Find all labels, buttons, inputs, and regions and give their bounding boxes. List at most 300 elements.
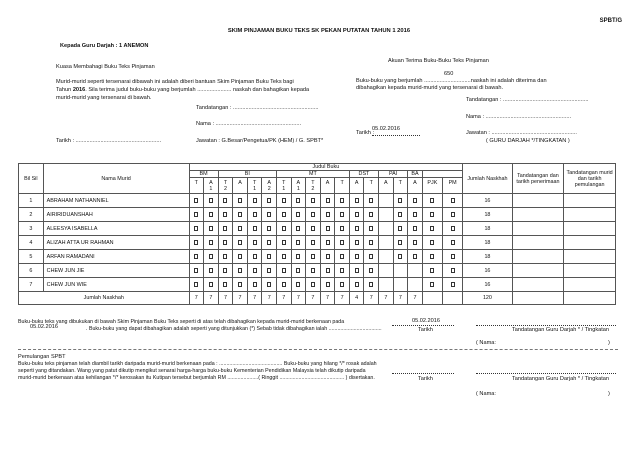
checkbox-icon[interactable] [398,212,402,217]
row-total: 18 [463,208,512,222]
book-checkbox-cell[interactable] [422,208,442,222]
book-checkbox-cell[interactable] [247,250,262,264]
book-checkbox-cell[interactable] [379,194,394,208]
checkbox-icon[interactable] [451,254,455,259]
book-checkbox-cell[interactable] [233,250,248,264]
table-row [19,264,616,278]
book-checkbox-cell[interactable] [306,264,321,278]
checkbox-icon[interactable] [355,198,359,203]
checkbox-icon[interactable] [451,198,455,203]
checkbox-icon[interactable] [369,226,373,231]
book-checkbox-cell[interactable] [204,278,219,292]
book-checkbox-cell[interactable] [364,236,379,250]
checkbox-icon[interactable] [326,212,330,217]
col-header-bil: Bil Sil [19,164,44,194]
checkbox-icon[interactable] [355,268,359,273]
row-sign-date[interactable] [512,264,564,278]
checkbox-icon[interactable] [451,240,455,245]
checkbox-icon[interactable] [238,254,242,259]
checkbox-icon[interactable] [398,254,402,259]
book-checkbox-cell[interactable] [320,250,335,264]
book-checkbox-cell[interactable] [291,236,306,250]
book-checkbox-cell[interactable] [204,264,219,278]
row-bil: 7 [19,278,44,292]
checkbox-icon[interactable] [413,240,417,245]
book-checkbox-cell[interactable] [422,236,442,250]
checkbox-icon[interactable] [340,282,344,287]
checkbox-icon[interactable] [223,268,227,273]
book-checkbox-cell[interactable] [276,222,291,236]
book-checkbox-cell[interactable] [349,264,364,278]
book-checkbox-cell[interactable] [291,194,306,208]
checkbox-icon[interactable] [340,198,344,203]
checkbox-icon[interactable] [296,212,300,217]
book-checkbox-cell[interactable] [262,236,277,250]
book-checkbox-cell[interactable] [291,250,306,264]
book-checkbox-cell[interactable] [349,208,364,222]
book-checkbox-cell[interactable] [262,250,277,264]
receipt-date-label: Tarikh : [356,130,375,136]
book-checkbox-cell[interactable] [422,222,442,236]
col-header-sign-return: Tandatangan murid dan tarikh pemulangan [564,164,616,194]
row-sign-return[interactable] [564,278,616,292]
checkbox-icon[interactable] [369,240,373,245]
book-checkbox-cell[interactable] [306,278,321,292]
book-checkbox-cell[interactable] [247,278,262,292]
return-date-b: 05.02.2016 [412,318,440,324]
footer-value: 7 [262,292,277,305]
book-checkbox-cell[interactable] [379,236,394,250]
book-checkbox-cell[interactable] [306,250,321,264]
book-checkbox-cell[interactable] [291,278,306,292]
checkbox-icon[interactable] [209,268,213,273]
book-checkbox-cell[interactable] [247,208,262,222]
checkbox-icon[interactable] [430,254,434,259]
subcol-header: T 1 [247,178,262,194]
book-checkbox-cell[interactable] [218,278,233,292]
book-checkbox-cell[interactable] [276,208,291,222]
book-checkbox-cell[interactable] [379,222,394,236]
checkbox-icon[interactable] [282,226,286,231]
checkbox-icon[interactable] [340,240,344,245]
book-checkbox-cell[interactable] [364,250,379,264]
row-sign-date[interactable] [512,278,564,292]
book-checkbox-cell[interactable] [218,264,233,278]
checkbox-icon[interactable] [296,282,300,287]
checkbox-icon[interactable] [311,198,315,203]
book-checkbox-cell[interactable] [335,236,350,250]
book-checkbox-cell[interactable] [233,278,248,292]
checkbox-icon[interactable] [238,226,242,231]
checkbox-icon[interactable] [223,212,227,217]
book-checkbox-cell[interactable] [422,264,442,278]
book-checkbox-cell[interactable] [306,208,321,222]
checkbox-icon[interactable] [267,254,271,259]
book-checkbox-cell[interactable] [320,194,335,208]
book-checkbox-cell[interactable] [442,236,462,250]
checkbox-icon[interactable] [451,268,455,273]
checkbox-icon[interactable] [282,268,286,273]
book-checkbox-cell[interactable] [247,194,262,208]
row-sign-return[interactable] [564,222,616,236]
book-checkbox-cell[interactable] [233,194,248,208]
book-checkbox-cell[interactable] [422,250,442,264]
row-total: 18 [463,236,512,250]
row-sign-return[interactable] [564,208,616,222]
book-checkbox-cell[interactable] [379,264,394,278]
checkbox-icon[interactable] [369,254,373,259]
book-checkbox-cell[interactable] [408,194,423,208]
row-sign-date[interactable] [512,236,564,250]
date-line: Tarikh : ....................................................... [56,138,162,144]
book-checkbox-cell[interactable] [442,278,462,292]
book-checkbox-cell[interactable] [276,236,291,250]
book-checkbox-cell[interactable] [291,222,306,236]
checkbox-icon[interactable] [311,240,315,245]
book-checkbox-cell[interactable] [393,264,408,278]
footer-value: 7 [204,292,219,305]
book-checkbox-cell[interactable] [233,236,248,250]
checkbox-icon[interactable] [326,268,330,273]
book-checkbox-cell[interactable] [442,208,462,222]
checkbox-icon[interactable] [194,212,198,217]
book-checkbox-cell[interactable] [306,222,321,236]
return-date-a: 05.02.2016 [30,324,58,330]
book-checkbox-cell[interactable] [442,250,462,264]
checkbox-icon[interactable] [326,198,330,203]
book-checkbox-cell[interactable] [262,278,277,292]
checkbox-icon[interactable] [451,226,455,231]
book-checkbox-cell[interactable] [408,236,423,250]
book-checkbox-cell[interactable] [276,250,291,264]
checkbox-icon[interactable] [223,254,227,259]
book-checkbox-cell[interactable] [218,208,233,222]
checkbox-icon[interactable] [238,198,242,203]
book-checkbox-cell[interactable] [442,194,462,208]
subject-header-blank [422,171,463,178]
checkbox-icon[interactable] [311,226,315,231]
book-checkbox-cell[interactable] [204,222,219,236]
checkbox-icon[interactable] [296,268,300,273]
checkbox-icon[interactable] [253,226,257,231]
book-checkbox-cell[interactable] [335,208,350,222]
checkbox-icon[interactable] [430,198,434,203]
checkbox-icon[interactable] [238,240,242,245]
checkbox-icon[interactable] [413,254,417,259]
book-checkbox-cell[interactable] [276,264,291,278]
book-checkbox-cell[interactable] [262,194,277,208]
checkbox-icon[interactable] [296,254,300,259]
book-checkbox-cell[interactable] [408,208,423,222]
book-checkbox-cell[interactable] [408,250,423,264]
checkbox-icon[interactable] [238,282,242,287]
bottom-date-underline [392,373,454,374]
checkbox-icon[interactable] [223,226,227,231]
checkbox-icon[interactable] [369,282,373,287]
book-checkbox-cell[interactable] [189,236,204,250]
book-checkbox-cell[interactable] [189,250,204,264]
footer-value: 7 [379,292,394,305]
checkbox-icon[interactable] [267,212,271,217]
footer-value: 7 [306,292,321,305]
subcol-header: PM [442,178,462,194]
checkbox-icon[interactable] [369,268,373,273]
footer-value: 7 [291,292,306,305]
checkbox-icon[interactable] [209,282,213,287]
checkbox-icon[interactable] [451,212,455,217]
book-checkbox-cell[interactable] [379,250,394,264]
book-checkbox-cell[interactable] [442,222,462,236]
checkbox-icon[interactable] [194,240,198,245]
checkbox-icon[interactable] [194,254,198,259]
checkbox-icon[interactable] [430,282,434,287]
checkbox-icon[interactable] [355,254,359,259]
book-checkbox-cell[interactable] [364,278,379,292]
checkbox-icon[interactable] [413,212,417,217]
book-checkbox-cell[interactable] [393,194,408,208]
book-checkbox-cell[interactable] [247,236,262,250]
book-checkbox-cell[interactable] [320,278,335,292]
book-checkbox-cell[interactable] [335,264,350,278]
checkbox-icon[interactable] [194,268,198,273]
checkbox-icon[interactable] [253,240,257,245]
receipt-count: 650 [444,71,454,77]
checkbox-icon[interactable] [340,212,344,217]
checkbox-icon[interactable] [326,226,330,231]
footer-value: 7 [247,292,262,305]
checkbox-icon[interactable] [267,282,271,287]
book-checkbox-cell[interactable] [204,194,219,208]
col-header-name: Nama Murid [43,164,189,194]
book-checkbox-cell[interactable] [335,278,350,292]
book-checkbox-cell[interactable] [335,250,350,264]
book-checkbox-cell[interactable] [291,264,306,278]
book-checkbox-cell[interactable] [320,236,335,250]
checkbox-icon[interactable] [267,226,271,231]
book-checkbox-cell[interactable] [379,278,394,292]
book-checkbox-cell[interactable] [189,194,204,208]
row-sign-date[interactable] [512,250,564,264]
row-sign-date[interactable] [512,208,564,222]
checkbox-icon[interactable] [238,212,242,217]
book-checkbox-cell[interactable] [218,236,233,250]
checkbox-icon[interactable] [282,198,286,203]
book-checkbox-cell[interactable] [349,236,364,250]
checkbox-icon[interactable] [311,254,315,259]
subcol-header: PJK [422,178,442,194]
checkbox-icon[interactable] [340,226,344,231]
book-checkbox-cell[interactable] [204,208,219,222]
checkbox-icon[interactable] [267,198,271,203]
checkbox-icon[interactable] [413,198,417,203]
checkbox-icon[interactable] [311,212,315,217]
book-checkbox-cell[interactable] [233,264,248,278]
checkbox-icon[interactable] [430,226,434,231]
checkbox-icon[interactable] [282,254,286,259]
book-checkbox-cell[interactable] [189,222,204,236]
checkbox-icon[interactable] [267,268,271,273]
row-total: 16 [463,264,512,278]
book-checkbox-cell[interactable] [393,208,408,222]
row-bil: 3 [19,222,44,236]
book-checkbox-cell[interactable] [262,208,277,222]
checkbox-icon[interactable] [311,282,315,287]
book-checkbox-cell[interactable] [218,250,233,264]
row-sign-return[interactable] [564,236,616,250]
checkbox-icon[interactable] [282,240,286,245]
checkbox-icon[interactable] [194,226,198,231]
book-checkbox-cell[interactable] [393,278,408,292]
book-checkbox-cell[interactable] [335,222,350,236]
row-student-name: ARFAN RAMADANI [43,250,189,264]
checkbox-icon[interactable] [326,240,330,245]
subcol-header: A [349,178,364,194]
book-checkbox-cell[interactable] [442,264,462,278]
checkbox-icon[interactable] [223,240,227,245]
checkbox-icon[interactable] [253,282,257,287]
book-checkbox-cell[interactable] [320,222,335,236]
checkbox-icon[interactable] [209,254,213,259]
book-checkbox-cell[interactable] [393,236,408,250]
book-checkbox-cell[interactable] [422,278,442,292]
row-sign-return[interactable] [564,194,616,208]
book-checkbox-cell[interactable] [276,194,291,208]
book-checkbox-cell[interactable] [189,208,204,222]
checkbox-icon[interactable] [340,254,344,259]
book-checkbox-cell[interactable] [306,194,321,208]
book-checkbox-cell[interactable] [262,222,277,236]
book-checkbox-cell[interactable] [189,278,204,292]
book-checkbox-cell[interactable] [408,278,423,292]
book-checkbox-cell[interactable] [408,222,423,236]
table-footer-row [19,292,616,305]
checkbox-icon[interactable] [253,198,257,203]
checkbox-icon[interactable] [430,212,434,217]
checkbox-icon[interactable] [311,268,315,273]
book-table [18,163,616,305]
footer-value: 7 [276,292,291,305]
book-checkbox-cell[interactable] [320,264,335,278]
checkbox-icon[interactable] [223,282,227,287]
book-checkbox-cell[interactable] [247,222,262,236]
checkbox-icon[interactable] [326,282,330,287]
checkbox-icon[interactable] [340,268,344,273]
checkbox-icon[interactable] [451,282,455,287]
checkbox-icon[interactable] [223,198,227,203]
checkbox-icon[interactable] [194,282,198,287]
checkbox-icon[interactable] [267,240,271,245]
checkbox-icon[interactable] [355,226,359,231]
checkbox-icon[interactable] [209,226,213,231]
bottom-line-3: murid-murid berkenaan atas kehilangan */* kerosakan itu Kutipan tersebut berjumlah RM .....................( Ringgit ............................................ ) disertakan. [18,375,375,381]
book-checkbox-cell[interactable] [349,278,364,292]
checkbox-icon[interactable] [398,198,402,203]
book-checkbox-cell[interactable] [233,222,248,236]
row-sign-return[interactable] [564,250,616,264]
checkbox-icon[interactable] [369,198,373,203]
book-checkbox-cell[interactable] [247,264,262,278]
checkbox-icon[interactable] [296,240,300,245]
book-checkbox-cell[interactable] [306,236,321,250]
book-checkbox-cell[interactable] [379,208,394,222]
para-line-1: Murid-murid seperti tersenarai dibawah ini adalah diberi bantuan Skim Pinjaman Buku Teks bagi [56,79,294,85]
book-checkbox-cell[interactable] [218,222,233,236]
checkbox-icon[interactable] [296,198,300,203]
checkbox-icon[interactable] [238,268,242,273]
checkbox-icon[interactable] [282,282,286,287]
subcol-header: A 1 [204,178,219,194]
checkbox-icon[interactable] [296,226,300,231]
row-sign-date[interactable] [512,222,564,236]
name-line: Nama : ....................................................... [196,121,302,127]
book-checkbox-cell[interactable] [408,264,423,278]
checkbox-icon[interactable] [209,240,213,245]
book-checkbox-cell[interactable] [364,222,379,236]
book-checkbox-cell[interactable] [204,250,219,264]
checkbox-icon[interactable] [253,268,257,273]
book-checkbox-cell[interactable] [335,194,350,208]
book-checkbox-cell[interactable] [393,250,408,264]
checkbox-icon[interactable] [355,240,359,245]
checkbox-icon[interactable] [253,212,257,217]
book-checkbox-cell[interactable] [364,264,379,278]
checkbox-icon[interactable] [430,268,434,273]
table-row [19,208,616,222]
row-student-name: ABRAHAM NATHANNIEL [43,194,189,208]
subcol-header: T 2 [306,178,321,194]
checkbox-icon[interactable] [253,254,257,259]
checkbox-icon[interactable] [194,198,198,203]
row-sign-return[interactable] [564,264,616,278]
book-checkbox-cell[interactable] [291,208,306,222]
subcol-header: T [189,178,204,194]
book-checkbox-cell[interactable] [320,208,335,222]
book-checkbox-cell[interactable] [349,194,364,208]
book-checkbox-cell[interactable] [349,222,364,236]
checkbox-icon[interactable] [355,282,359,287]
row-sign-date[interactable] [512,194,564,208]
row-bil: 5 [19,250,44,264]
return-name-close: ) [608,340,610,346]
bottom-date-label: Tarikh [418,376,433,382]
book-checkbox-cell[interactable] [189,264,204,278]
book-checkbox-cell[interactable] [276,278,291,292]
checkbox-icon[interactable] [413,226,417,231]
checkbox-icon[interactable] [398,226,402,231]
book-checkbox-cell[interactable] [233,208,248,222]
book-checkbox-cell[interactable] [393,222,408,236]
footer-value: 7 [335,292,350,305]
book-checkbox-cell[interactable] [422,194,442,208]
book-checkbox-cell[interactable] [364,194,379,208]
book-checkbox-cell[interactable] [364,208,379,222]
row-student-name: ALEESYA ISABELLA [43,222,189,236]
footer-value: 7 [364,292,379,305]
checkbox-icon[interactable] [326,254,330,259]
checkbox-icon[interactable] [355,212,359,217]
checkbox-icon[interactable] [282,212,286,217]
checkbox-icon[interactable] [209,212,213,217]
checkbox-icon[interactable] [369,212,373,217]
to-line: Kepada Guru Darjah : 1 ANEMON [60,43,149,49]
book-checkbox-cell[interactable] [204,236,219,250]
book-checkbox-cell[interactable] [349,250,364,264]
book-checkbox-cell[interactable] [262,264,277,278]
book-checkbox-cell[interactable] [218,194,233,208]
checkbox-icon[interactable] [398,240,402,245]
checkbox-icon[interactable] [430,240,434,245]
checkbox-icon[interactable] [209,198,213,203]
